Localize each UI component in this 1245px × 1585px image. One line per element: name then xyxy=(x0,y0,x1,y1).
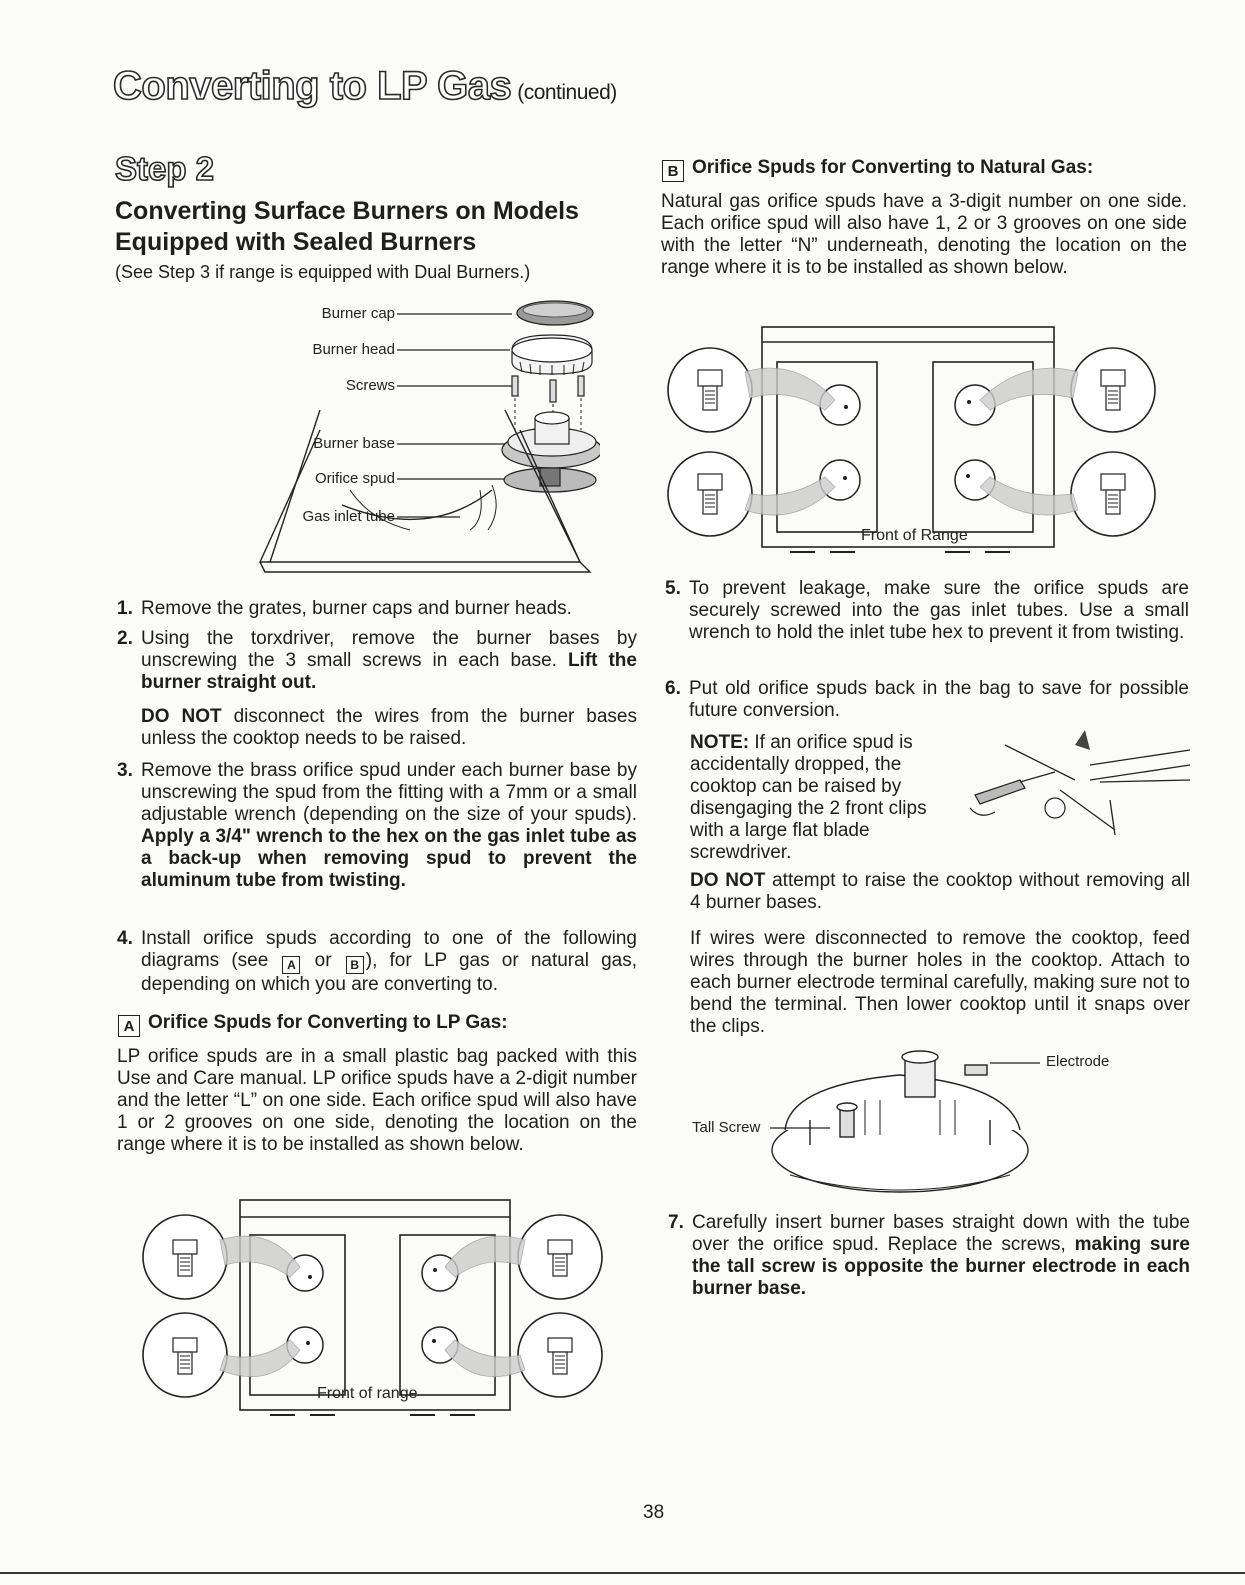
title-text: Converting to LP Gas xyxy=(113,64,512,108)
step-text-bold: Lift the burner straight out. xyxy=(141,650,637,693)
step-text-bold: making sure the tall screw is opposite the burner electrode in each burner base. xyxy=(692,1234,1190,1299)
section-a-heading xyxy=(118,1012,508,1037)
label-orifice-spud: Orifice spud xyxy=(314,470,395,487)
step-text-bold: Apply a 3/4" wrench to the hex on the gas inlet tube as a back-up when removing spud to prevent the aluminum tube from twisting. xyxy=(141,826,637,891)
do-not-note-2 xyxy=(690,870,1190,914)
box-b-icon: B xyxy=(346,956,364,974)
do-not-note-1 xyxy=(141,706,637,750)
box-a-icon: A xyxy=(282,956,300,974)
step-number: 4. xyxy=(117,928,133,949)
title-continued: (continued) xyxy=(517,81,617,104)
step-text-after: ), for LP gas or natural gas, depending on which you are converting to. xyxy=(141,950,638,995)
lp-spud-diagram xyxy=(140,1195,610,1425)
step-number: 3. xyxy=(117,760,133,781)
step-text: Put old orifice spuds back in the bag to save for possible future conversion. xyxy=(689,678,1189,721)
box-a-letter-icon: A xyxy=(118,1015,140,1037)
natural-gas-spud-diagram xyxy=(665,322,1165,562)
step-text: To prevent leakage, make sure the orifice spuds are securely screwed into the gas inlet tubes. Use a small wrench to hold the inlet tube hex to prevent it from twisting. xyxy=(689,578,1189,643)
ng-diagram-drawing xyxy=(665,322,1165,562)
do-not-label: DO NOT xyxy=(690,870,766,891)
step-text: Remove the brass orifice spud under each burner base by unscrewing the spud from the fitting with a 7mm or a small adjustable wrench (depending on the size of your spuds). xyxy=(141,760,637,825)
step-number: 2. xyxy=(117,628,133,649)
step-subheading: Converting Surface Burners on Models Equipped with Sealed Burners xyxy=(115,197,579,256)
note-text: If an orifice spud is accidentally dropped, the cooktop can be raised by disengaging the 2 front clips with a large flat blade screwdriver. xyxy=(690,732,927,863)
section-b-heading xyxy=(662,157,1093,182)
or-text: or xyxy=(314,950,332,971)
screwdriver-illustration xyxy=(965,720,1195,850)
note-block xyxy=(690,732,952,864)
step-number: 6. xyxy=(665,678,681,699)
ng-front-of-range-label: Front of Range xyxy=(861,527,968,544)
step-text: Install orifice spuds according to one of the following diagrams (see xyxy=(141,928,637,971)
step-label: Step 2 xyxy=(115,150,215,187)
page-number: 38 xyxy=(643,1502,665,1523)
step-number: 1. xyxy=(117,598,133,619)
burner-exploded-diagram xyxy=(140,290,600,590)
burner-drawing xyxy=(140,290,600,590)
section-a-text: LP orifice spuds are in a small plastic bag packed with this Use and Care manual. LP orifice spuds have a 2-digit number and the letter “L” on one side. Each orifice spud will also have 1 or 2 grooves on one side, denoting the location on the range where it is to be installed as shown below. xyxy=(117,1046,637,1155)
step-note: (See Step 3 if range is equipped with Dual Burners.) xyxy=(115,262,531,282)
note-label: NOTE: xyxy=(690,732,750,753)
section-b-heading-text: Orifice Spuds for Converting to Natural Gas: xyxy=(692,157,1094,178)
page-title xyxy=(113,64,617,109)
section-b-text: Natural gas orifice spuds have a 3-digit number on one side. Each orifice spud will also have 1, 2 or 3 grooves on one side with the letter “N” underneath, denoting the location on the range where it is to be installed as shown below. xyxy=(661,191,1187,278)
label-gas-inlet-tube: Gas inlet tube xyxy=(302,508,395,525)
do-not-label: DO NOT xyxy=(141,706,222,727)
step-number: 5. xyxy=(665,578,681,599)
step-number: 7. xyxy=(668,1212,684,1233)
wires-instructions: If wires were disconnected to remove the cooktop, feed wires through the burner holes in the cooktop. Attach to each burner electrode terminal carefully, making sure not to bend the terminal. Then lower cooktop until it snaps over the clips. xyxy=(690,928,1190,1037)
tall-screw-label: Tall Screw xyxy=(692,1119,761,1136)
step-text: Remove the grates, burner caps and burner heads. xyxy=(141,598,572,619)
step-text: Using the torxdriver, remove the burner bases by unscrewing the 3 small screws in each base. xyxy=(141,628,637,671)
step-text: Carefully insert burner bases straight down with the tube over the orifice spud. Replace the screws, xyxy=(692,1212,1190,1255)
do-not-text: disconnect the wires from the burner bases unless the cooktop needs to be raised. xyxy=(141,706,638,749)
label-burner-head: Burner head xyxy=(312,341,395,358)
label-burner-cap: Burner cap xyxy=(321,305,395,322)
section-a-heading-text: Orifice Spuds for Converting to LP Gas: xyxy=(148,1012,508,1033)
page-bottom-edge xyxy=(0,1572,1245,1574)
label-screws: Screws xyxy=(345,377,395,394)
box-b-letter-icon: B xyxy=(662,160,684,182)
label-burner-base: Burner base xyxy=(313,435,395,452)
lp-front-of-range-label: Front of range xyxy=(317,1385,418,1402)
electrode-diagram xyxy=(690,1045,1170,1200)
do-not-text: attempt to raise the cooktop without removing all 4 burner bases. xyxy=(690,870,1191,913)
electrode-label: Electrode xyxy=(1046,1053,1110,1070)
